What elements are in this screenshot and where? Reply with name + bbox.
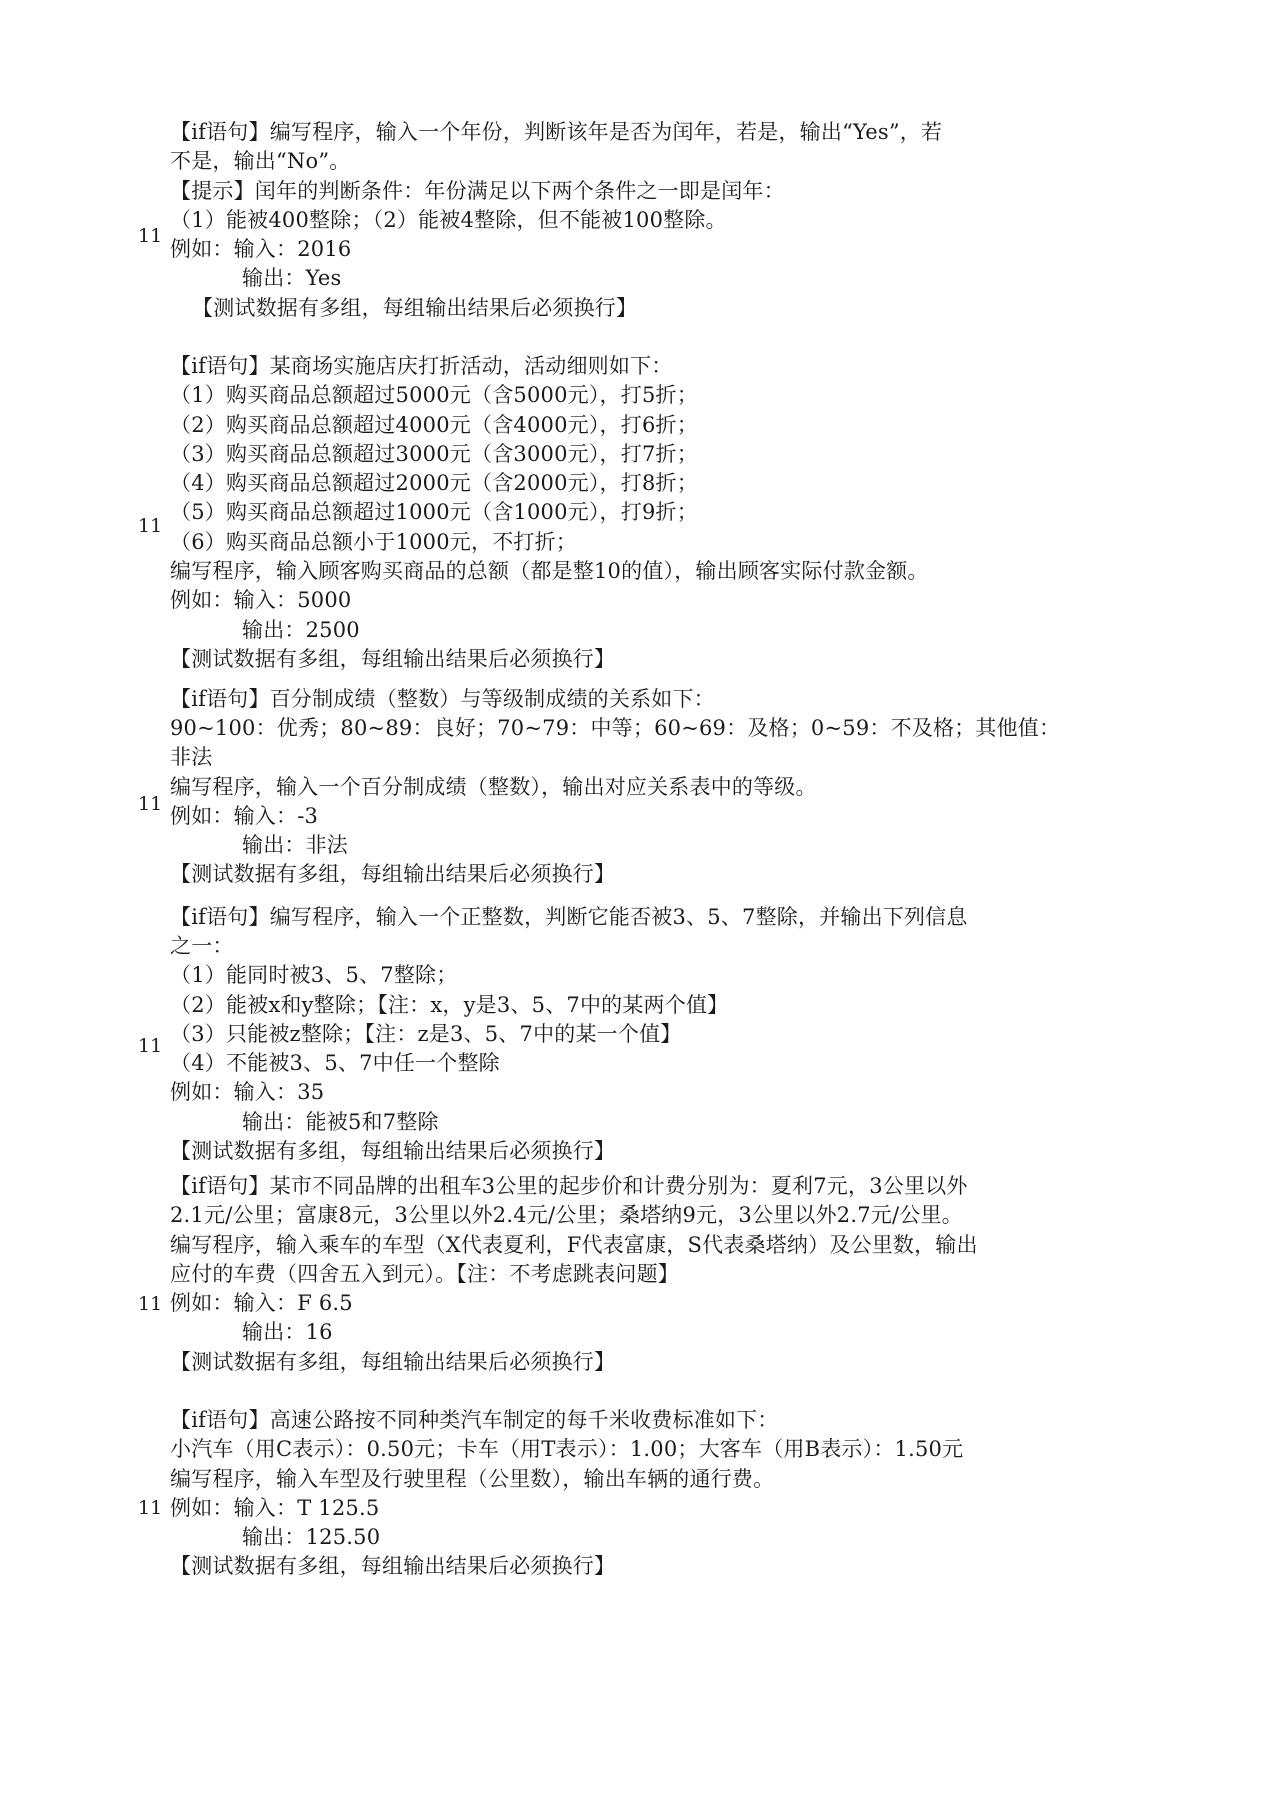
- problem-line: 例如：输入：2016: [170, 237, 352, 262]
- problem-line: 90~100：优秀；80~89：良好；70~79：中等；60~69：及格；0~59：不及格；其他值：: [170, 716, 1061, 740]
- problem-content: [170, 118, 1070, 323]
- example-output: 输出：16: [242, 1320, 333, 1345]
- problem-line: 不是，输出“No”。: [170, 149, 351, 174]
- problem-line: 应付的车费（四舍五入到元）。【注：不考虑跳表问题】: [170, 1261, 679, 1286]
- example-output: 输出：Yes: [242, 266, 342, 291]
- problem-line: 例如：输入：T 125.5: [170, 1495, 380, 1520]
- test-data-note: 【测试数据有多组，每组输出结果后必须换行】: [192, 295, 638, 320]
- problem-line: （6）购买商品总额小于1000元，不打折；: [170, 529, 578, 554]
- problem-line: 【if语句】百分制成绩（整数）与等级制成绩的关系如下：: [170, 687, 715, 711]
- problem-line: 【提示】闰年的判断条件：年份满足以下两个条件之一即是闰年：: [170, 178, 785, 203]
- problem-number: 11: [138, 793, 163, 815]
- problem-number: 11: [138, 515, 163, 537]
- problem-line: （2）购买商品总额超过4000元（含4000元），打6折；: [170, 412, 698, 437]
- problem-line: 小汽车（用C表示）：0.50元；卡车（用T表示）：1.00；大客车（用B表示）：1.50元: [170, 1437, 964, 1462]
- test-data-note: 【测试数据有多组，每组输出结果后必须换行】: [170, 646, 616, 671]
- problem-line: （3）只能被z整除；【注：z是3、5、7中的某一个值】: [170, 1021, 682, 1046]
- problem-content: [170, 1406, 1070, 1582]
- problem-line: （3）购买商品总额超过3000元（含3000元），打7折；: [170, 441, 698, 466]
- problem-line: （1）能被400整除；（2）能被4整除，但不能被100整除。: [170, 207, 727, 232]
- example-output: 输出：非法: [242, 833, 348, 858]
- problem-line: 例如：输入：F 6.5: [170, 1291, 353, 1316]
- clipped-line: [170, 905, 1070, 932]
- clipped-line: [170, 687, 1070, 714]
- problem-line: 之一：: [170, 934, 234, 958]
- problem-line: 编写程序，输入乘车的车型（X代表夏利，F代表富康，S代表桑塔纳）及公里数，输出: [170, 1232, 978, 1257]
- problem-line: 例如：输入：35: [170, 1080, 325, 1105]
- problem-content: [170, 905, 1070, 1166]
- problem-line: 非法: [170, 745, 213, 770]
- problem-line: 【if语句】编写程序，输入一个正整数，判断它能否被3、5、7整除，并输出下列信息: [170, 905, 968, 929]
- test-data-note: 【测试数据有多组，每组输出结果后必须换行】: [170, 1349, 616, 1374]
- problem-line: （2）能被x和y整除；【注：x，y是3、5、7中的某两个值】: [170, 992, 729, 1017]
- example-output: 输出：2500: [242, 617, 360, 642]
- problem-content: [170, 352, 1070, 674]
- problem-line: （1）能同时被3、5、7整除；: [170, 963, 458, 988]
- example-output: 输出：125.50: [242, 1525, 381, 1550]
- problem-line: （1）购买商品总额超过5000元（含5000元），打5折；: [170, 383, 698, 408]
- problem-line: 【if语句】某市不同品牌的出租车3公里的起步价和计费分别为：夏利7元，3公里以外: [170, 1174, 968, 1198]
- problem-number: 11: [138, 225, 163, 247]
- example-output: 输出：能被5和7整除: [242, 1109, 439, 1134]
- test-data-note: 【测试数据有多组，每组输出结果后必须换行】: [170, 862, 616, 887]
- problem-number: 11: [138, 1497, 163, 1519]
- problem-line: 编写程序，输入车型及行驶里程（公里数），输出车辆的通行费。: [170, 1466, 775, 1491]
- problem-line: 【if语句】某商场实施店庆打折活动，活动细则如下：: [170, 354, 673, 378]
- problem-line: （5）购买商品总额超过1000元（含1000元），打9折；: [170, 500, 698, 525]
- problem-number: 11: [138, 1293, 163, 1315]
- problem-line: 例如：输入：-3: [170, 803, 319, 828]
- problem-line: 例如：输入：5000: [170, 588, 352, 613]
- test-data-note: 【测试数据有多组，每组输出结果后必须换行】: [170, 1139, 616, 1164]
- problem-line: （4）购买商品总额超过2000元（含2000元），打8折；: [170, 471, 698, 496]
- problem-number: 11: [138, 1035, 163, 1057]
- test-data-note: 【测试数据有多组，每组输出结果后必须换行】: [170, 1554, 616, 1579]
- problem-content: [170, 687, 1070, 890]
- problem-line: 【if语句】编写程序，输入一个年份，判断该年是否为闰年，若是，输出“Yes”，若: [170, 120, 943, 144]
- problem-line: 编写程序，输入一个百分制成绩（整数），输出对应关系表中的等级。: [170, 774, 817, 799]
- problem-content: [170, 1172, 1070, 1377]
- problem-line: 【if语句】高速公路按不同种类汽车制定的每千米收费标准如下：: [170, 1408, 779, 1432]
- problem-line: 编写程序，输入顾客购买商品的总额（都是整10的值），输出顾客实际付款金额。: [170, 559, 929, 584]
- problem-line: 2.1元/公里；富康8元，3公里以外2.4元/公里；桑塔纳9元，3公里以外2.7元/公里。: [170, 1203, 963, 1228]
- problem-line: （4）不能被3、5、7中任一个整除: [170, 1051, 500, 1076]
